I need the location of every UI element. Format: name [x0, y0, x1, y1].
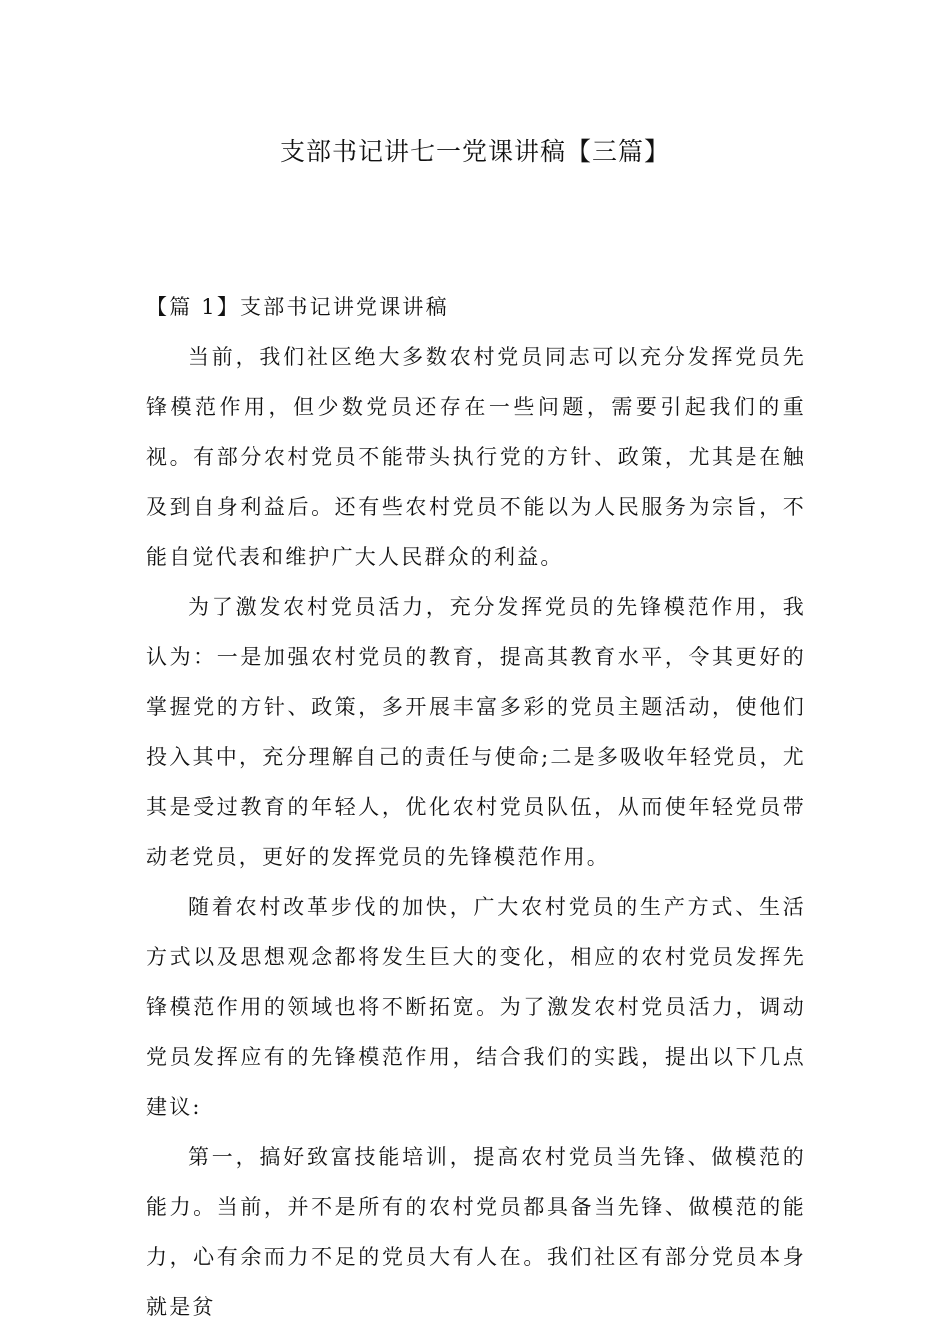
document-title: 支部书记讲七一党课讲稿【三篇】 [279, 137, 670, 166]
section-heading: 【篇 1】支部书记讲党课讲稿 [146, 295, 449, 319]
paragraph-2: 为了激发农村党员活力，充分发挥党员的先锋模范作用，我认为：一是加强农村党员的教育，提高其教育水平，令其更好的掌握党的方针、政策，多开展丰富多彩的党员主题活动，使他们投入其中，充分理解自己的责任与使命;二是多吸收年轻党员，尤其是受过教育的年轻人，优化农村党员队伍，从而使年轻党员带动老党员，更好的发挥党员的先锋模范作用。 [146, 595, 806, 869]
paragraph-1: 当前，我们社区绝大多数农村党员同志可以充分发挥党员先锋模范作用，但少数党员还存在一些问题，需要引起我们的重视。有部分农村党员不能带头执行党的方针、政策，尤其是在触及到自身利益后。还有些农村党员不能以为人民服务为宗旨，不能自觉代表和维护广大人民群众的利益。 [146, 345, 806, 569]
paragraph-3: 随着农村改革步伐的加快，广大农村党员的生产方式、生活方式以及思想观念都将发生巨大的变化，相应的农村党员发挥先锋模范作用的领域也将不断拓宽。为了激发农村党员活力，调动党员发挥应有的先锋模范作用，结合我们的实践，提出以下几点建议: [146, 895, 806, 1119]
paragraph-4: 第一，搞好致富技能培训，提高农村党员当先锋、做模范的能力。当前，并不是所有的农村党员都具备当先锋、做模范的能力，心有余而力不足的党员大有人在。我们社区有部分党员本身就是贫 [146, 1145, 806, 1319]
document-body [146, 282, 806, 1332]
